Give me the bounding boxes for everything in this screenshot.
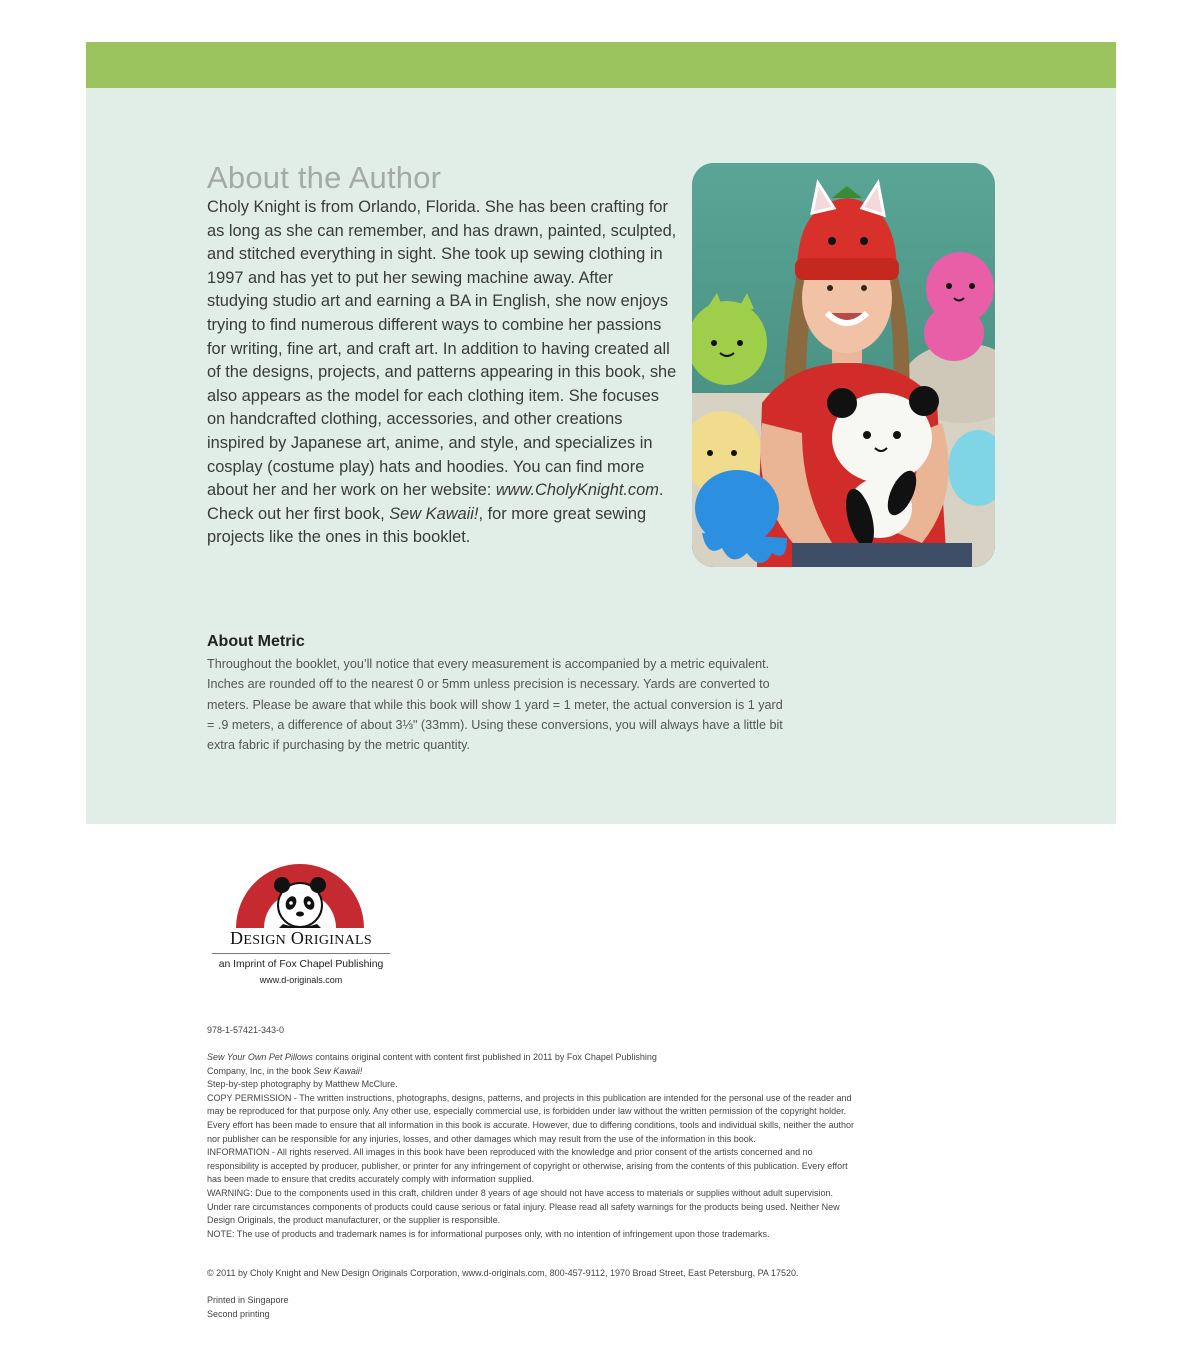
book-title: Sew Kawaii! (389, 504, 479, 523)
legal-note: NOTE: The use of products and trademark names is for informational purposes only, with no intention of infringement upon those trademarks. (207, 1228, 770, 1239)
about-text-part3: , for more great sewing projects like the ones in this booklet. (207, 504, 647, 547)
author-photo-illustration (692, 163, 995, 567)
logo-imprint: an Imprint of Fox Chapel Publishing (218, 959, 384, 970)
logo-wordmark (212, 928, 390, 949)
printed-in: Printed in Singapore (207, 1295, 289, 1305)
legal-line-1 (207, 1051, 857, 1065)
about-metric-text: Throughout the booklet, you’ll notice that every measurement is accompanied by a metric equivalent. Inches are rounded off to the nearest 0 or 5mm unless precision is necessary. Yards are converted to meters. Please be aware that while this book will show 1 yard = 1 meter, the actual conversion is 1 yard = .9 meters, a difference of about 3⅓" (33mm). Using these conversions, you will always have a little bit extra fabric if purchasing by the metric quantity. (207, 657, 783, 753)
header-green-bar (86, 42, 1116, 88)
about-text-part1: Choly Knight is from Orlando, Florida. She has been crafting for as long as she can remember, and has drawn, painted, sculpted, and stitched everything in sight. She took up sewing clothing in 1997 and has yet to put her sewing machine away. After studying studio art and earning a BA in English, she now enjoys trying to find numerous different ways to combine her passions for writing, fine art, and craft art. In addition to having created all of the designs, projects, and patterns appearing in this book, she also appears as the model for each clothing item. She focuses on handcrafted clothing, accessories, and other creations inspired by Japanese art, anime, and style, and specializes in cosplay (costume play) hats and hoodies. You can find more about her and her work on her website: (207, 198, 677, 500)
legal-information: INFORMATION - All rights reserved. All images in this book have been reproduced with the knowledge and prior consent of the artists concerned and no responsibility is accepted by producer, publisher, or printer for any infringement of copyright or otherwise, arising from the contents of this publication. Every effort has been made to ensure that credits accurately comply with information supplied. (207, 1147, 848, 1185)
legal-sew-kawaii: Sew Kawaii! (313, 1065, 363, 1076)
printing-edition: Second printing (207, 1308, 270, 1319)
logo-website-link[interactable]: www.d-originals.com (259, 975, 343, 985)
logo-letters-riginals: RIGINALS (304, 933, 372, 948)
about-author-text (207, 196, 677, 550)
legal-line-2 (207, 1065, 857, 1079)
logo-letter-d: D (230, 928, 244, 948)
copyright-line: © 2011 by Choly Knight and New Design Originals Corporation, www.d-originals.com, 800-457-9112, 1970 Broad Street, East Petersburg, PA 17520. (207, 1268, 799, 1278)
legal-copy-permission: COPY PERMISSION - The written instructions, photographs, designs, patterns, and projects in this publication are intended for the personal use of the reader and may be reproduced for that purpose only. Any other use, especially commercial use, is forbidden under law without the written permission of the copyright holder. Every effort has been made to ensure that all information in this book is accurate. However, due to differing conditions, tools and individual skills, neither the author nor publisher can be responsible for any injuries, losses, and other damages which may result from the use of the information in this book. (207, 1092, 855, 1144)
legal-notice (207, 1051, 857, 1241)
author-photo (692, 163, 995, 567)
isbn: 978-1-57421-343-0 (207, 1025, 285, 1035)
logo-divider (212, 953, 390, 954)
design-originals-logo (205, 858, 395, 990)
about-author-title: About the Author (207, 160, 442, 195)
legal-line2-start: Company, Inc, in the book (207, 1065, 314, 1076)
legal-book-title: Sew Your Own Pet Pillows (207, 1052, 313, 1062)
legal-warning: WARNING: Due to the components used in this craft, children under 8 years of age should not have access to materials or supplies without adult supervision. Under rare circumstances components of products could cause serious or fatal injury. Please read all safety warnings for the products being used. Neither New Design Originals, the product manufacturer, or the supplier is responsible. (207, 1187, 840, 1226)
about-metric-title: About Metric (207, 633, 305, 650)
author-website-link[interactable]: www.CholyKnight.com (495, 481, 659, 500)
legal-photography: Step-by-step photography by Matthew McClure. (207, 1079, 398, 1090)
logo-letters-esign: ESIGN (243, 933, 287, 948)
printing-info (207, 1294, 289, 1321)
about-text-part2: . Check out her first book, (207, 481, 664, 523)
legal-line1-rest: contains original content with content first published in 2011 by Fox Chapel Publishing (312, 1052, 657, 1062)
logo-letter-o: O (290, 928, 305, 948)
